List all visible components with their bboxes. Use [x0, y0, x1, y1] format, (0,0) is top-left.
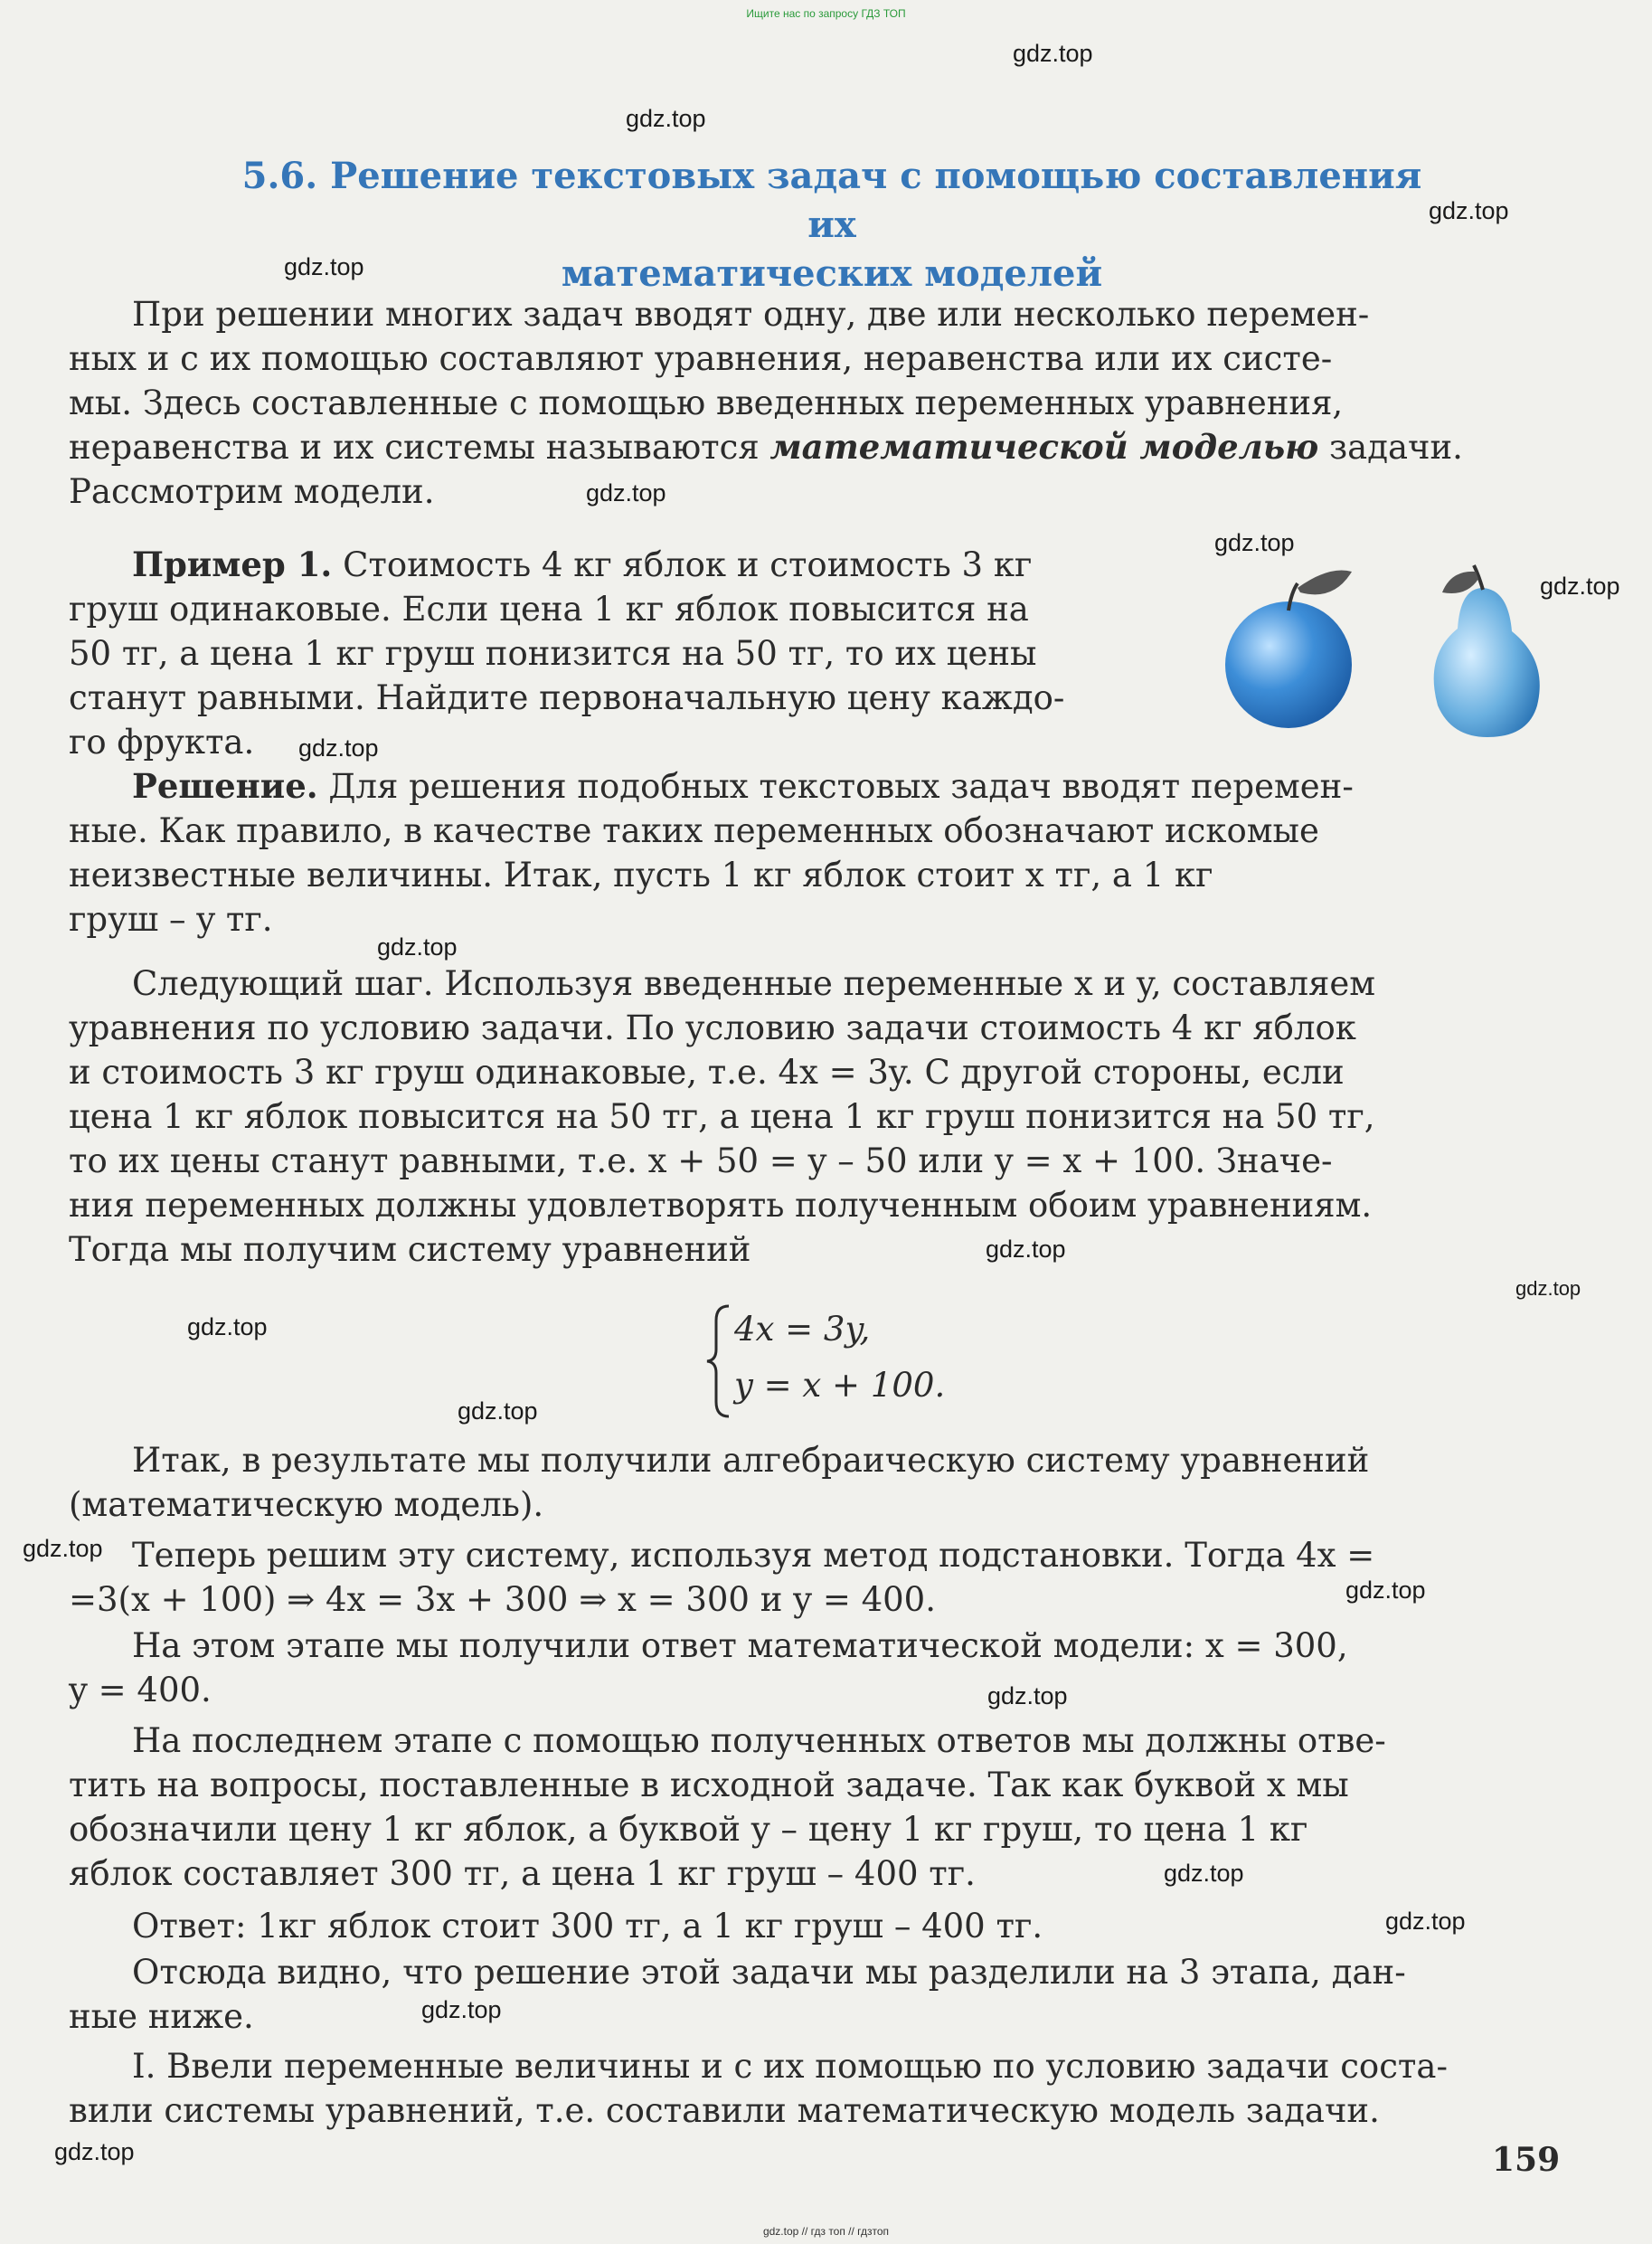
example-line	[69, 543, 1190, 587]
result-line: (математическую модель).	[69, 1485, 544, 1524]
step-line: то их цены станут равными, т.е. x + 50 = y – 50 или y = x + 100. Значе-	[69, 1141, 1333, 1180]
page-number: 159	[1492, 2141, 1561, 2179]
intro-text: неравенства и их системы называются	[69, 428, 770, 467]
result-line: Итак, в результате мы получили алгебраическую систему уравнений	[132, 1441, 1370, 1480]
intro-text: задачи.	[1318, 428, 1463, 467]
example-line: го фрукта.	[69, 723, 255, 762]
example-label: Пример 1.	[132, 544, 333, 584]
solve-paragraph	[69, 1533, 1552, 1622]
equation-system	[705, 1302, 1031, 1420]
watermark: gdz.top	[421, 1996, 502, 2023]
watermark: gdz.top	[1214, 529, 1295, 556]
watermark: gdz.top	[1515, 1277, 1581, 1300]
intro-line	[69, 425, 1552, 469]
top-banner[interactable]: Ищите нас по запросу ГДЗ ТОП	[746, 7, 906, 20]
section-title-line1: 5.6. Решение текстовых задач с помощью составления их	[241, 155, 1422, 246]
watermark: gdz.top	[284, 253, 364, 280]
watermark: gdz.top	[1345, 1576, 1426, 1604]
stages-paragraph	[69, 1950, 1552, 2039]
section-title-line2: математических моделей	[561, 252, 1103, 295]
watermark: gdz.top	[298, 734, 379, 762]
stages-line: ные ниже.	[69, 1997, 254, 2036]
intro-line: Рассмотрим модели.	[69, 472, 435, 511]
intro-line: При решении многих задач вводят одну, две или несколько перемен-	[132, 295, 1370, 334]
step-paragraph	[69, 961, 1552, 1272]
result-paragraph	[69, 1438, 1552, 1527]
step-line: и стоимость 3 кг груш одинаковые, т.е. 4x = 3y. С другой стороны, если	[69, 1053, 1345, 1092]
solution-text: Для решения подобных текстовых задач вводят перемен-	[317, 767, 1354, 806]
model-answer-line: На этом этапе мы получили ответ математической модели: x = 300,	[132, 1626, 1348, 1665]
solution-paragraph	[69, 764, 1552, 942]
equation-2: y = x + 100.	[734, 1366, 946, 1405]
bottom-banner[interactable]: gdz.top // гдз топ // гдзтоп	[762, 2225, 890, 2238]
model-answer-paragraph	[69, 1624, 1552, 1712]
step-line: Следующий шаг. Используя введенные переменные x и y, составляем	[132, 964, 1376, 1003]
watermark: gdz.top	[986, 1236, 1066, 1263]
brace-icon	[705, 1302, 732, 1420]
section-title	[217, 152, 1447, 298]
watermark: gdz.top	[987, 1682, 1068, 1709]
final-line: обозначили цену 1 кг яблок, а буквой y – цену 1 кг груш, то цена 1 кг	[69, 1810, 1308, 1849]
example-1	[69, 543, 1190, 764]
watermark: gdz.top	[1540, 573, 1620, 600]
solution-line: ные. Как правило, в качестве таких переменных обозначают искомые	[69, 811, 1319, 850]
final-line: яблок составляет 300 тг, а цена 1 кг груш – 400 тг.	[69, 1854, 976, 1893]
solution-line	[69, 764, 1552, 809]
solution-line: неизвестные величины. Итак, пусть 1 кг яблок стоит x тг, а 1 кг	[69, 856, 1213, 895]
watermark: gdz.top	[377, 933, 458, 961]
watermark: gdz.top	[586, 479, 666, 507]
final-paragraph	[69, 1719, 1552, 1896]
example-text: Стоимость 4 кг яблок и стоимость 3 кг	[332, 545, 1033, 584]
term-math-model: математической моделью	[769, 427, 1319, 467]
watermark: gdz.top	[1429, 197, 1509, 224]
fruit-illustration	[1221, 552, 1564, 742]
step-line: уравнения по условию задачи. По условию задачи стоимость 4 кг яблок	[69, 1008, 1356, 1047]
stage-1-line: I. Ввели переменные величины и с их помощью по условию задачи соста-	[132, 2047, 1448, 2086]
solve-line: =3(x + 100) ⇒ 4x = 3x + 300 ⇒ x = 300 и y = 400.	[69, 1580, 936, 1619]
apple-icon	[1225, 570, 1352, 728]
stages-line: Отсюда видно, что решение этой задачи мы разделили на 3 этапа, дан-	[132, 1953, 1406, 1992]
watermark: gdz.top	[54, 2138, 135, 2165]
solution-label: Решение.	[132, 766, 318, 806]
intro-line: мы. Здесь составленные с помощью введенных переменных уравнения,	[69, 383, 1344, 422]
watermark: gdz.top	[187, 1313, 268, 1340]
watermark: gdz.top	[1164, 1860, 1244, 1887]
intro-paragraph	[69, 292, 1552, 514]
example-line: 50 тг, а цена 1 кг груш понизится на 50 тг, то их цены	[69, 634, 1037, 673]
stage-1-paragraph	[69, 2044, 1552, 2133]
watermark: gdz.top	[1385, 1908, 1466, 1935]
watermark: gdz.top	[458, 1397, 538, 1425]
solution-line: груш – y тг.	[69, 900, 273, 939]
watermark: gdz.top	[23, 1535, 103, 1562]
equation-1: 4x = 3y,	[734, 1310, 871, 1349]
watermark: gdz.top	[1013, 40, 1093, 67]
step-line: ния переменных должны удовлетворять полученным обоим уравнениям.	[69, 1186, 1373, 1225]
stage-1-line: вили системы уравнений, т.е. составили математическую модель задачи.	[69, 2091, 1380, 2130]
intro-line: ных и с их помощью составляют уравнения, неравенства или их систе-	[69, 339, 1333, 378]
model-answer-line: y = 400.	[69, 1671, 212, 1709]
step-line: цена 1 кг яблок повысится на 50 тг, а цена 1 кг груш понизится на 50 тг,	[69, 1097, 1375, 1136]
example-line: груш одинаковые. Если цена 1 кг яблок повысится на	[69, 590, 1029, 629]
watermark: gdz.top	[626, 105, 706, 132]
step-line: Тогда мы получим систему уравнений	[69, 1230, 751, 1269]
pear-icon	[1434, 565, 1540, 737]
final-line: тить на вопросы, поставленные в исходной задаче. Так как буквой x мы	[69, 1766, 1349, 1804]
final-line: На последнем этапе с помощью полученных ответов мы должны отве-	[132, 1721, 1386, 1760]
example-line: станут равными. Найдите первоначальную цену каждо-	[69, 678, 1065, 717]
solve-line: Теперь решим эту систему, используя метод подстановки. Тогда 4x =	[132, 1536, 1375, 1575]
answer-line: Ответ: 1кг яблок стоит 300 тг, а 1 кг груш – 400 тг.	[132, 1907, 1043, 1946]
